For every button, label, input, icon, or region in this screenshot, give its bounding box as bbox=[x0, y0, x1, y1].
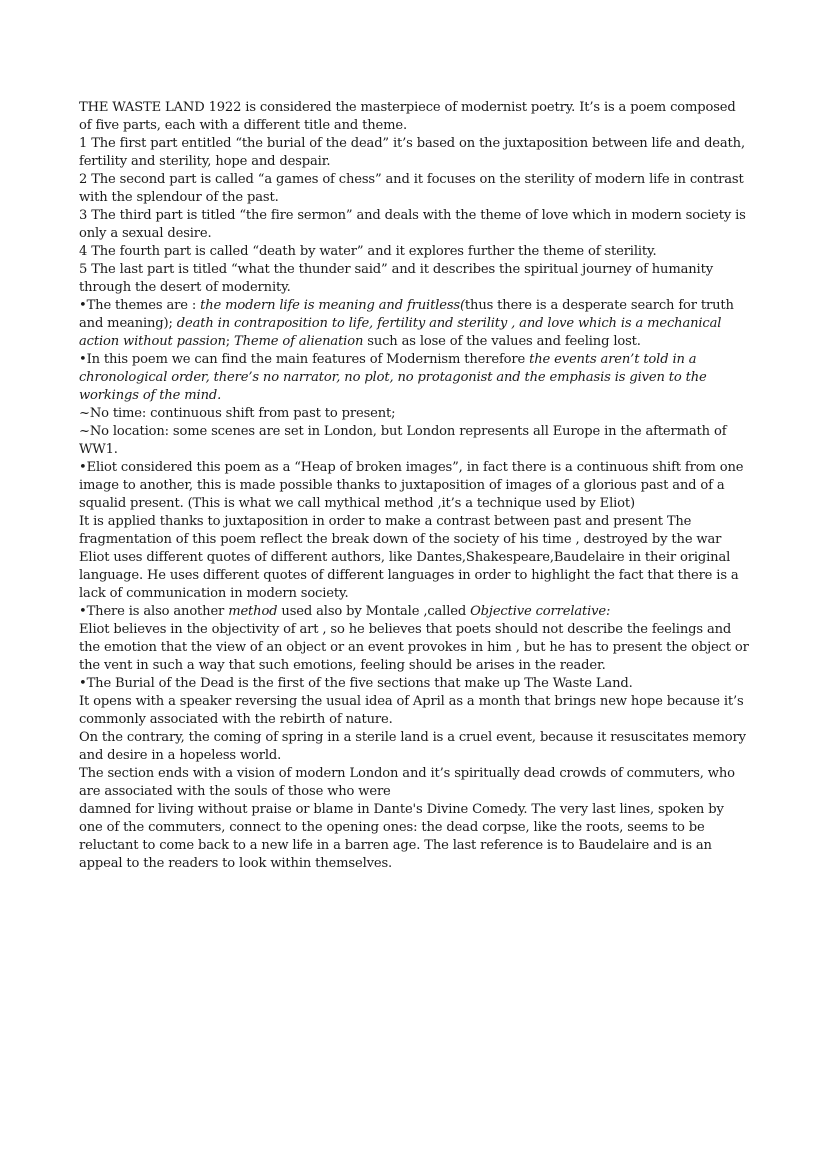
italic-text-run: method bbox=[228, 604, 278, 619]
paragraph bbox=[79, 351, 751, 405]
text-run: used also by Montale ,called bbox=[277, 604, 471, 619]
text-run: 1 The first part entitled “the burial of the dead” it’s based on the juxtaposition between life and death, fertility and sterility, hope and despair. bbox=[79, 136, 745, 169]
italic-text-run: Objective correlative: bbox=[470, 604, 611, 619]
text-run: •There is also another bbox=[79, 604, 229, 619]
italic-text-run: Theme of alienation bbox=[234, 334, 364, 349]
text-run: •Eliot considered this poem as a “Heap of broken images”, in fact there is a continuous shift from one image to another, this is made possible thanks to juxtaposition of images of a glorious past and of a squalid present. (This is what we call mythical method ,it’s a technique used by Eliot) bbox=[79, 460, 744, 511]
text-run: The section ends with a vision of modern London and it’s spiritually dead crowds of commuters, who are associated with the souls of those who were bbox=[79, 766, 735, 799]
text-run: •The Burial of the Dead is the first of the five sections that make up The Waste Land. bbox=[79, 676, 633, 691]
paragraph bbox=[79, 513, 751, 603]
text-run: such as lose of the values and feeling lost. bbox=[363, 334, 641, 349]
text-run: 3 The third part is titled “the fire sermon” and deals with the theme of love which in modern society is only a sexual desire. bbox=[79, 208, 746, 241]
document-body bbox=[79, 99, 751, 873]
text-run: 2 The second part is called “a games of chess” and it focuses on the sterility of modern life in contrast with the splendour of the past. bbox=[79, 172, 744, 205]
paragraph bbox=[79, 801, 751, 873]
paragraph bbox=[79, 135, 751, 171]
paragraph bbox=[79, 261, 751, 297]
paragraph bbox=[79, 297, 751, 351]
italic-text-run: the events aren’t told in a chronological order, there’s no narrator, no plot, no protagonist and the emphasis is given to the workings of the mind. bbox=[79, 352, 707, 403]
paragraph bbox=[79, 603, 751, 621]
paragraph bbox=[79, 729, 751, 765]
italic-text-run: death in contraposition to life, fertility and sterility , and love which is a mechanical action without passion bbox=[79, 316, 722, 349]
text-run: ~No location: some scenes are set in London, but London represents all Europe in the aftermath of WW1. bbox=[79, 424, 727, 457]
text-run: ; bbox=[225, 334, 235, 349]
text-run: •In this poem we can find the main features of Modernism therefore bbox=[79, 352, 530, 367]
text-run: 4 The fourth part is called “death by water” and it explores further the theme of sterility. bbox=[79, 244, 657, 259]
paragraph bbox=[79, 621, 751, 675]
paragraph bbox=[79, 243, 751, 261]
text-run: It opens with a speaker reversing the usual idea of April as a month that brings new hope because it’s commonly associated with the rebirth of nature. bbox=[79, 694, 744, 727]
paragraph bbox=[79, 459, 751, 513]
text-run: It is applied thanks to juxtaposition in order to make a contrast between past and present The fragmentation of this poem reflect the break down of the society of his time , destroyed by the war Eliot uses different quotes of different authors, like Dantes,Shakespeare,Baudelaire in their original language. He uses different quotes of different languages in order to highlight the fact that there is a lack of communication in modern society. bbox=[79, 514, 739, 601]
paragraph bbox=[79, 405, 751, 423]
paragraph bbox=[79, 675, 751, 693]
paragraph bbox=[79, 423, 751, 459]
text-run: •The themes are : bbox=[79, 298, 201, 313]
paragraph bbox=[79, 99, 751, 135]
text-run: thus there is a desperate search for truth and meaning); bbox=[79, 298, 734, 331]
italic-text-run: the modern life is meaning and fruitless( bbox=[200, 298, 465, 313]
text-run: On the contrary, the coming of spring in a sterile land is a cruel event, because it resuscitates memory and desire in a hopeless world. bbox=[79, 730, 746, 763]
paragraph bbox=[79, 207, 751, 243]
text-run: 5 The last part is titled “what the thunder said” and it describes the spiritual journey of humanity through the desert of modernity. bbox=[79, 262, 713, 295]
text-run: Eliot believes in the objectivity of art , so he believes that poets should not describe the feelings and the emotion that the view of an object or an event provokes in him , but he has to present the object or the vent in such a way that such emotions, feeling should be arises in the reader. bbox=[79, 622, 749, 673]
text-run: damned for living without praise or blame in Dante's Divine Comedy. The very last lines, spoken by one of the commuters, connect to the opening ones: the dead corpse, like the roots, seems to be reluctant to come back to a new life in a barren age. The last reference is to Baudelaire and is an appeal to the readers to look within themselves. bbox=[79, 802, 724, 871]
paragraph bbox=[79, 765, 751, 801]
text-run: THE WASTE LAND 1922 is considered the masterpiece of modernist poetry. It’s is a poem composed of five parts, each with a different title and theme. bbox=[79, 100, 736, 133]
text-run: ~No time: continuous shift from past to present; bbox=[79, 406, 396, 421]
paragraph bbox=[79, 171, 751, 207]
paragraph bbox=[79, 693, 751, 729]
